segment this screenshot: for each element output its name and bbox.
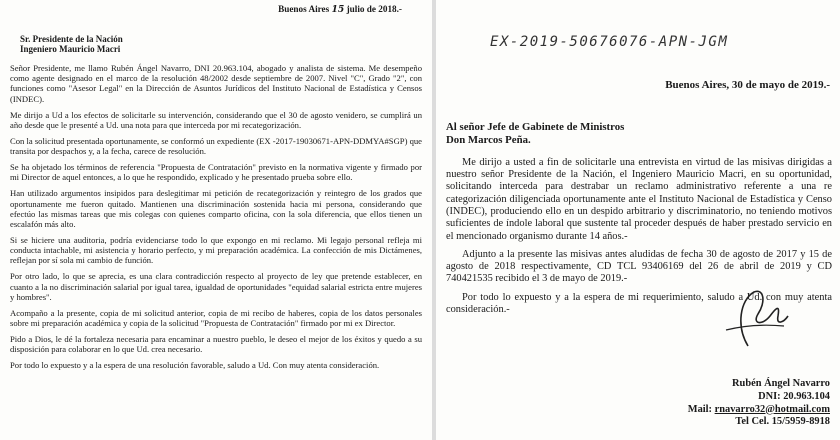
signer-dni: DNI: 20.963.104 [758,390,830,402]
paragraph: Me dirijo a Ud a los efectos de solicitarle su intervención, considerando que el 30 de agosto venidero, se cumplirá un año desde que le presenté a Ud. una nota para que interceda por mi recategorización. [10,109,422,130]
date-rest: julio de 2018.- [346,4,402,14]
paragraph: Con la solicitud presentada oportunamente, se conformó un expediente (EX -2017-19030671-APN-DDMYA#SGP) que transita por despachos y, a la fecha, carece de resolución. [10,135,422,157]
signer-mail [446,404,830,417]
paragraph: Se ha objetado los términos de referencia "Propuesta de Contratación" previsto en la normativa vigente y firmado por mi Director de aquel entonces, a lo que he respondido, explicado y he presentado prueba sobre ello. [10,162,422,183]
date-city: Buenos Aires [278,4,330,14]
signature-block [446,378,832,429]
letter-date [10,4,422,16]
paragraph: Señor Presidente, me llamo Rubén Ángel Navarro, DNI 20.963.104, abogado y analista de sistema. Me desempeño como agente designado en el marco de la resolución 48/2002 desde septiembre de 2007. Nivel "C", Grado "2", con funciones como "Asesor Legal" en la Dirección de Asuntos Jurídicos del Instituto Nacional de Estadística y Censos (INDEC). [10,63,422,104]
paragraph: Por otro lado, lo que se aprecia, es una clara contradicción respecto al proyecto de ley que pretende establecer, en cuanto a la no discriminación salarial por igual tarea, igualdad de oportunidades "equidad salarial estricta entre mujeres y hombres". [10,271,422,302]
paragraph: Han utilizado argumentos insipidos para deslegitimar mi petición de recategorización y reintegro de los grados que oportunamente me fueron quitado. Mantienen una discriminación sostenida hacia mi persona, considerando que efectúo las mismas tareas que mis colegas con quienes comparto oficina, con la sola diferencia, que ellos tienen un escalafón más alto. [10,188,422,229]
paragraph: Acompaño a la presente, copia de mi solicitud anterior, copia de mi recibo de haberes, copia de los datos personales sobre mi preparación académica y copia de la solicitud "Propuesta de Contratación" firmado por mi ex Director. [10,307,422,329]
paragraph: Me dirijo a usted a fin de solicitarle una entrevista en virtud de las misivas dirigidas a nuestro señor Presidente de la Nación, el Ingeniero Mauricio Macri, en su oportunidad, solicitando interceda para destrabar un reclamo administrativo referente a una re categorización diligenciada oportunamente ante el Instituto Nacional de Estadística y Censo (INDEC), produciendo ello en un despido arbitrario y discriminatorio, no teniendo motivos suficientes de índole laboral que sustente tal proceder después de haber prestado servicio en el mencionado organismo durante 14 años.- [446,156,832,242]
letter-date: Buenos Aires, 30 de mayo de 2019.- [665,78,830,91]
date-day-handwritten: 15 [331,4,345,15]
recipient-name: Don Marcos Peña. [446,134,531,147]
handwritten-signature [718,286,790,350]
recipient-title: Al señor Jefe de Gabinete de Ministros [446,121,625,134]
recipient-block [446,121,832,146]
signer-name: Rubén Ángel Navarro [732,378,830,390]
signer-phone: Tel Cel. 15/5959-8918 [735,416,830,428]
paragraph: Por todo lo expuesto y a la espera de mi requerimiento, saludo a Ud. con muy atenta consideración.- [446,291,832,315]
paragraph: Si se hiciere una auditoria, podría evidenciarse todo lo que expongo en mi reclamo. Mi legajo personal refleja mi conducta intachable, mi asistencia y horario perfecto, y mi preparación académica. La confección de mis Dictámenes, reflejan por sí sola mi cambio de función. [10,235,422,266]
letter-to-chief-of-cabinet [436,0,840,440]
paragraph: Adjunto a la presente las misivas antes aludidas de fecha 30 de agosto de 2017 y 15 de agosto de 2018 respectivamente, CD TCL 93406169 del 26 de abril de 2019 y CD 740421535 recibido el 3 de mayo de 2019.- [446,248,832,285]
file-number-handwritten: EX-2019-50676076-APN-JGM [490,34,729,50]
mail-label: Mail: [687,403,715,415]
paragraph: Por todo lo expuesto y a la espera de una resolución favorable, saludo a Ud. Con muy atenta consideración. [10,360,380,371]
paragraph: Pido a Dios, le dé la fortaleza necesaria para encaminar a nuestro pueblo, le deseo el mejor de los éxitos y quedo a su disposición para colaborar en lo que Ud. crea necesario. [10,334,422,355]
letter-body [10,63,422,371]
recipient-name: Ingeniero Mauricio Macri [20,44,121,55]
mail-address: rnavarro32@hotmail.com [714,403,830,415]
recipient-title: Sr. Presidente de la Nación [20,33,123,44]
recipient-block [20,34,422,55]
